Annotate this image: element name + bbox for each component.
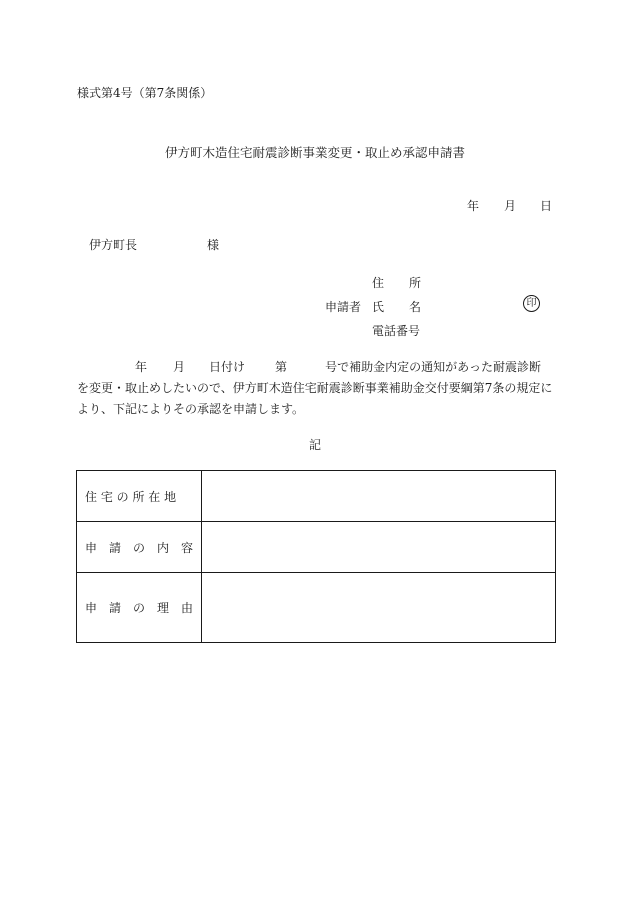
body-dai: 第 [275, 360, 288, 374]
seal-icon: 印 [523, 295, 540, 312]
body-year: 年 [135, 360, 148, 374]
application-table [76, 470, 556, 643]
row-label-reason: 申 請 の 理 由 [77, 573, 202, 643]
name-label-part-1: 氏 [372, 300, 385, 314]
ki-heading: 記 [308, 438, 321, 452]
row-label-location: 住 宅 の 所 在 地 [77, 471, 202, 522]
honorific: 様 [207, 238, 220, 252]
name-label-part-2: 名 [409, 300, 422, 314]
body-line1-tail: 号で補助金内定の通知があった耐震診断 [325, 360, 541, 374]
date-month-label: 月 [504, 199, 517, 213]
row-label-content: 申 請 の 内 容 [77, 522, 202, 573]
row-value-content[interactable] [202, 522, 556, 573]
address-label-part-2: 所 [409, 276, 422, 290]
body-dated: 日付け [209, 360, 246, 374]
body-line2: を変更・取止めしたいので、伊方町木造住宅耐震診断事業補助金交付要綱第7条の規定に [77, 381, 553, 395]
document-title: 伊方町木造住宅耐震診断事業変更・取止め承認申請書 [164, 145, 465, 160]
table-row [77, 573, 556, 643]
address-label-part-1: 住 [372, 276, 385, 290]
form-number: 様式第4号（第7条関係） [77, 86, 213, 100]
body-month: 月 [173, 360, 186, 374]
body-paragraph [77, 357, 555, 420]
body-line3: より、下記によりその承認を申請します。 [77, 402, 305, 416]
row-value-reason[interactable] [202, 573, 556, 643]
table-row [77, 522, 556, 573]
date-day-label: 日 [540, 199, 553, 213]
row-value-location[interactable] [202, 471, 556, 522]
date-year-label: 年 [467, 199, 480, 213]
addressee: 伊方町長 [89, 238, 138, 252]
phone-label: 電話番号 [372, 324, 421, 338]
table-row [77, 471, 556, 522]
applicant-label: 申請者 [325, 300, 362, 314]
